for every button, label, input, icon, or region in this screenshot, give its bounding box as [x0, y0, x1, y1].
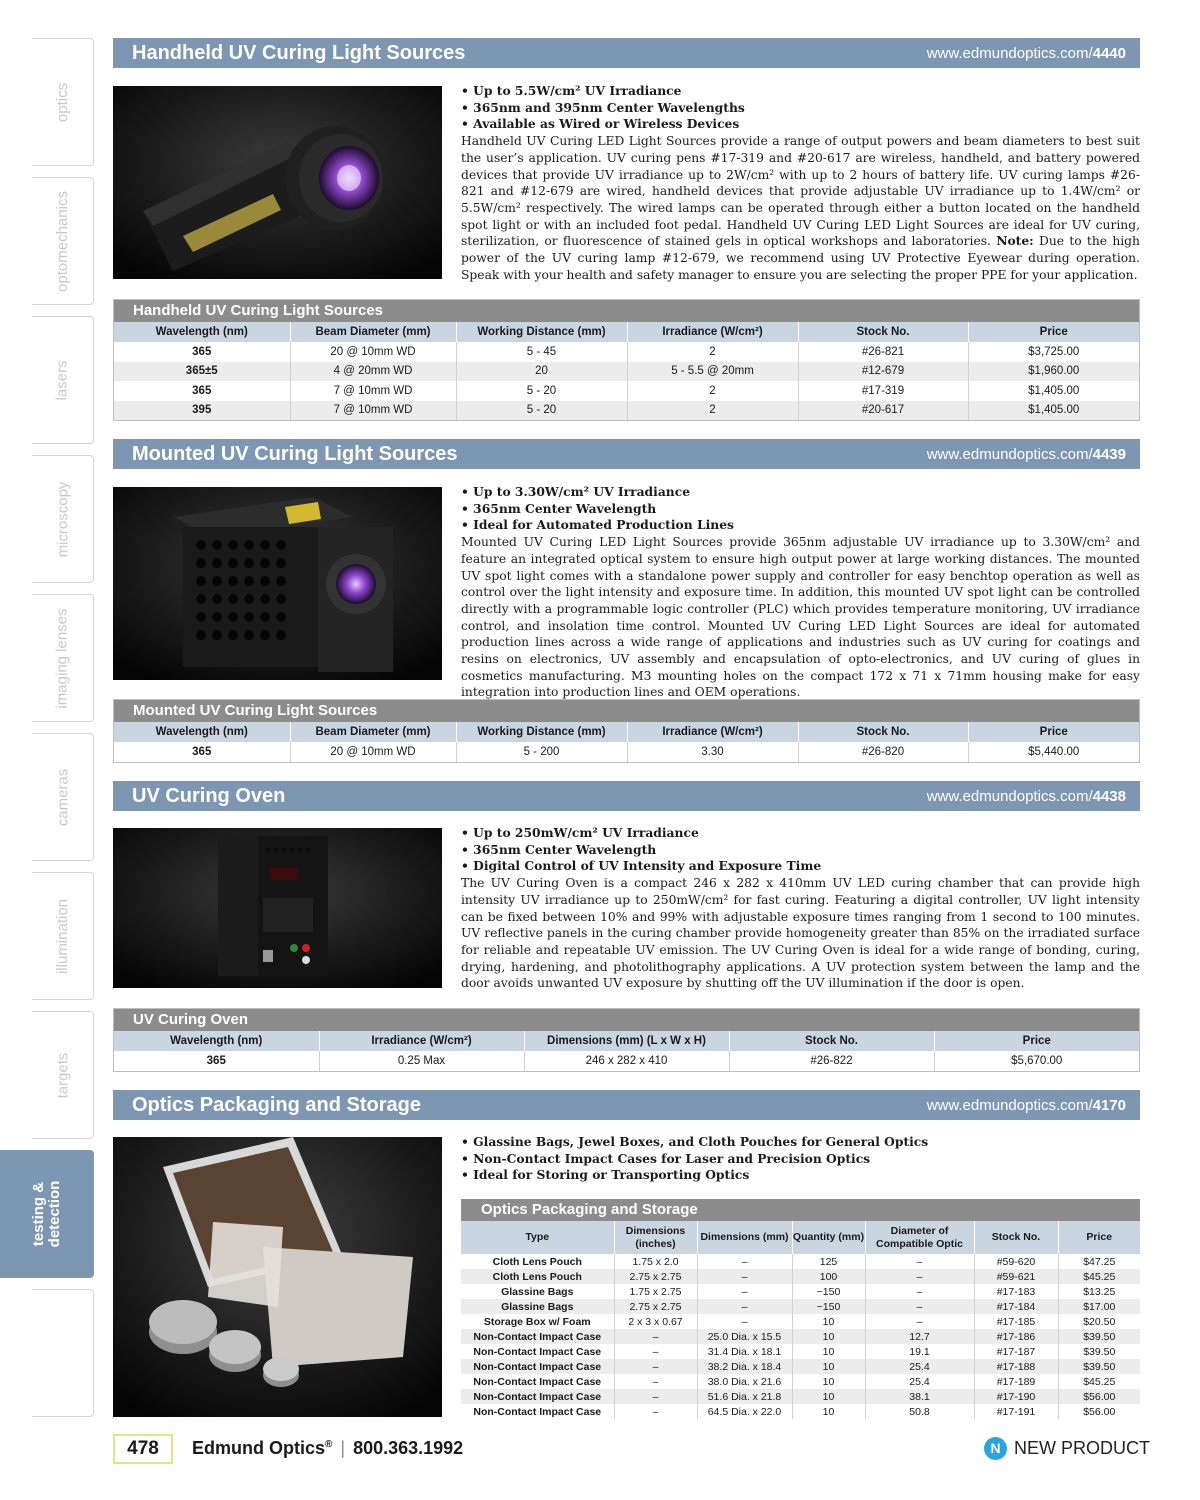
table-row: Non-Contact Impact Case – 31.4 Dia. x 18.1 10 19.1 #17-187 $39.50	[461, 1344, 1140, 1359]
col-header: Stock No.	[729, 1031, 934, 1051]
handheld-features	[461, 83, 1140, 283]
feature-bullet: • 365nm Center Wavelength	[461, 842, 1140, 859]
side-tab-empty[interactable]	[32, 1289, 94, 1417]
table-row: 365 20 @ 10mm WD 5 - 45 2 #26-821 $3,725.00	[114, 342, 1139, 362]
section-url[interactable]: www.edmundoptics.com/4439	[926, 445, 1126, 463]
section-title: Mounted UV Curing Light Sources	[132, 442, 458, 465]
feature-bullet: • Ideal for Storing or Transporting Optics	[461, 1167, 1140, 1184]
col-header: Stock No.	[798, 322, 968, 342]
side-tab-optics[interactable]: optics	[32, 38, 94, 166]
new-product-legend: N NEW PRODUCT	[984, 1437, 1150, 1460]
col-header: Working Distance (mm)	[456, 722, 627, 742]
product-description: Mounted UV Curing LED Light Sources provide 365nm adjustable UV irradiance up to 3.30W/cm² and feature an integrated optical system to ensure high output power at large working distances. The mounted UV spot light comes with a standalone power supply and controller for easy benchtop operation as well as control over the light intensity and exposure time. In addition, this mounted UV spot light can be controlled directly with a programmable logic controller (PLC) which provides temperature monitoring, UV irradiance control, and insolation time control. Mounted UV Curing LED Light Sources are ideal for automated production lines across a wide range of applications and industries such as UV curing for coatings and resins on electronics, UV assembly and encapsulation of opto-electronics, and UV curing of glues in cosmetics manufacturing. M3 mounting holes on the compact 172 x 71 x 71mm housing make for easy integration into production lines and OEM operations.	[461, 535, 1140, 700]
table-row: Cloth Lens Pouch 2.75 x 2.75 – 100 – #59-621 $45.25	[461, 1269, 1140, 1284]
section-url[interactable]: www.edmundoptics.com/4440	[926, 44, 1126, 62]
col-header: Quantity (mm)	[792, 1221, 865, 1254]
feature-bullet: • 365nm and 395nm Center Wavelengths	[461, 100, 1140, 117]
col-header: Wavelength (nm)	[114, 322, 290, 342]
feature-bullet: • Ideal for Automated Production Lines	[461, 517, 1140, 534]
footer-brand: Edmund Optics® | 800.363.1992	[192, 1438, 464, 1458]
side-tab-microscopy[interactable]: microscopy	[32, 455, 94, 583]
col-header: Diameter of Compatible Optic	[865, 1221, 974, 1254]
table-row: Storage Box w/ Foam 2 x 3 x 0.67 – 10 – #17-185 $20.50	[461, 1314, 1140, 1329]
side-tab-targets[interactable]: targets	[32, 1011, 94, 1139]
col-header: Wavelength (nm)	[114, 1031, 319, 1051]
feature-bullet: • Up to 5.5W/cm² UV Irradiance	[461, 83, 1140, 100]
side-tab-testing-detection[interactable]: testing & detection	[0, 1150, 94, 1278]
table-row: Non-Contact Impact Case – 38.0 Dia. x 21.6 10 25.4 #17-189 $45.25	[461, 1374, 1140, 1389]
feature-bullet: • Digital Control of UV Intensity and Exposure Time	[461, 858, 1140, 875]
mounted-features	[461, 484, 1140, 701]
col-header: Price	[1058, 1221, 1140, 1254]
product-description: The UV Curing Oven is a compact 246 x 282 x 410mm UV LED curing chamber that can provide high intensity UV irradiance up to 250mW/cm² for fast curing. Featuring a digital controller, UV light intensity can be fixed between 10% and 99% with adjustable exposure times ranging from 1 second to 100 minutes. UV reflective panels in the curing chamber provide homogeneity greater than 85% on the irradiated surface for reliable and repeatable UV emission. The UV Curing Oven is ideal for a wide range of bonding, curing, drying, hardening, and photolithography applications. A UV protection system between the lamp and the door avoids unwanted UV exposure by shutting off the UV illumination if the door is open.	[461, 876, 1140, 991]
section-title: Handheld UV Curing Light Sources	[132, 41, 466, 64]
page-number: 478	[113, 1434, 173, 1464]
feature-bullet: • Glassine Bags, Jewel Boxes, and Cloth Pouches for General Optics	[461, 1134, 1140, 1151]
table-row: Non-Contact Impact Case – 51.6 Dia. x 21.8 10 38.1 #17-190 $56.00	[461, 1389, 1140, 1404]
table-row: Glassine Bags 1.75 x 2.75 – ~150 – #17-183 $13.25	[461, 1284, 1140, 1299]
side-tab-imaging-lenses[interactable]: imaging lenses	[32, 594, 94, 722]
col-header: Irradiance (W/cm²)	[627, 722, 798, 742]
table-row: 365 7 @ 10mm WD 5 - 20 2 #17-319 $1,405.00	[114, 381, 1139, 401]
col-header: Type	[461, 1221, 614, 1254]
col-header: Dimensions (mm)	[697, 1221, 792, 1254]
side-tab-optomechanics[interactable]: optomechanics	[32, 177, 94, 305]
table-row: Cloth Lens Pouch 1.75 x 2.0 – 125 – #59-620 $47.25	[461, 1254, 1140, 1269]
uv-curing-oven-photo	[113, 828, 442, 988]
feature-bullet: • Available as Wired or Wireless Devices	[461, 116, 1140, 133]
footer-phone[interactable]: 800.363.1992	[353, 1438, 464, 1458]
col-header: Irradiance (W/cm²)	[319, 1031, 524, 1051]
col-header: Price	[968, 722, 1139, 742]
col-header: Stock No.	[798, 722, 968, 742]
mounted-uv-light-photo	[113, 487, 442, 680]
col-header: Price	[934, 1031, 1139, 1051]
section-header-handheld	[113, 38, 1140, 68]
table-row: Glassine Bags 2.75 x 2.75 – ~150 – #17-184 $17.00	[461, 1299, 1140, 1314]
section-url[interactable]: www.edmundoptics.com/4170	[926, 1096, 1126, 1114]
table-row: 395 7 @ 10mm WD 5 - 20 2 #20-617 $1,405.00	[114, 401, 1139, 421]
section-title: UV Curing Oven	[132, 784, 286, 807]
col-header: Dimensions (inches)	[614, 1221, 697, 1254]
oven-spec-table	[113, 1008, 1140, 1072]
col-header: Dimensions (mm) (L x W x H)	[524, 1031, 729, 1051]
section-url[interactable]: www.edmundoptics.com/4438	[926, 787, 1126, 805]
product-description: Handheld UV Curing LED Light Sources provide a range of output powers and beam diameters to best suit the user’s application. UV curing pens #17-319 and #20-617 are wireless, handheld, and battery powered devices that provide UV irradiance up to 2W/cm² with up to 2 hours of battery life. UV curing lamps #26-821 and #12-679 are wired, handheld devices that provide adjustable UV irradiance up to 1.4W/cm² or 5.5W/cm² respectively. The wired lamps can be operated through either a button located on the handheld spot light or with an included foot pedal. Handheld UV Curing LED Light Sources are ideal for UV curing, sterilization, or fluorescence of stained gels in optical workshops and laboratories. Note: Due to the high power of the UV curing lamp #12-679, we recommend using UV Protective Eyewear during operation. Speak with your health and safety manager to ensure you are selecting the proper PPE for your application.	[461, 134, 1140, 282]
side-tab-cameras[interactable]: cameras	[32, 733, 94, 861]
handheld-spec-table	[113, 299, 1140, 421]
feature-bullet: • 365nm Center Wavelength	[461, 501, 1140, 518]
packaging-spec-table	[461, 1199, 1140, 1419]
feature-bullet: • Non-Contact Impact Cases for Laser and Precision Optics	[461, 1151, 1140, 1168]
packaging-products-photo	[113, 1137, 442, 1417]
table-row: Non-Contact Impact Case – 38.2 Dia. x 18.4 10 25.4 #17-188 $39.50	[461, 1359, 1140, 1374]
mounted-spec-table	[113, 699, 1140, 763]
col-header: Price	[968, 322, 1139, 342]
col-header: Wavelength (nm)	[114, 722, 290, 742]
feature-bullet: • Up to 3.30W/cm² UV Irradiance	[461, 484, 1140, 501]
col-header: Stock No.	[974, 1221, 1058, 1254]
table-row: 365±5 4 @ 20mm WD 20 5 - 5.5 @ 20mm #12-679 $1,960.00	[114, 362, 1139, 382]
oven-features	[461, 825, 1140, 992]
col-header: Irradiance (W/cm²)	[627, 322, 798, 342]
table-caption: UV Curing Oven	[114, 1009, 1139, 1031]
table-row: 365 20 @ 10mm WD 5 - 200 3.30 #26-820 $5,440.00	[114, 742, 1139, 762]
table-caption: Handheld UV Curing Light Sources	[114, 300, 1139, 322]
section-header-oven	[113, 781, 1140, 811]
col-header: Beam Diameter (mm)	[290, 322, 456, 342]
side-tab-illumination[interactable]: illumination	[32, 872, 94, 1000]
side-tab-lasers[interactable]: lasers	[32, 316, 94, 444]
new-product-icon: N	[984, 1437, 1007, 1460]
section-title: Optics Packaging and Storage	[132, 1093, 421, 1116]
table-row: Non-Contact Impact Case – 25.0 Dia. x 15.5 10 12.7 #17-186 $39.50	[461, 1329, 1140, 1344]
table-row: Non-Contact Impact Case – 64.5 Dia. x 22.0 10 50.8 #17-191 $56.00	[461, 1404, 1140, 1419]
table-caption: Mounted UV Curing Light Sources	[114, 700, 1139, 722]
table-row: 365 0.25 Max 246 x 282 x 410 #26-822 $5,670.00	[114, 1051, 1139, 1071]
feature-bullet: • Up to 250mW/cm² UV Irradiance	[461, 825, 1140, 842]
col-header: Beam Diameter (mm)	[290, 722, 456, 742]
col-header: Working Distance (mm)	[456, 322, 627, 342]
section-header-packaging	[113, 1090, 1140, 1120]
packaging-features	[461, 1134, 1140, 1184]
handheld-uv-light-photo	[113, 86, 442, 279]
section-header-mounted	[113, 439, 1140, 469]
table-caption: Optics Packaging and Storage	[461, 1199, 1140, 1221]
